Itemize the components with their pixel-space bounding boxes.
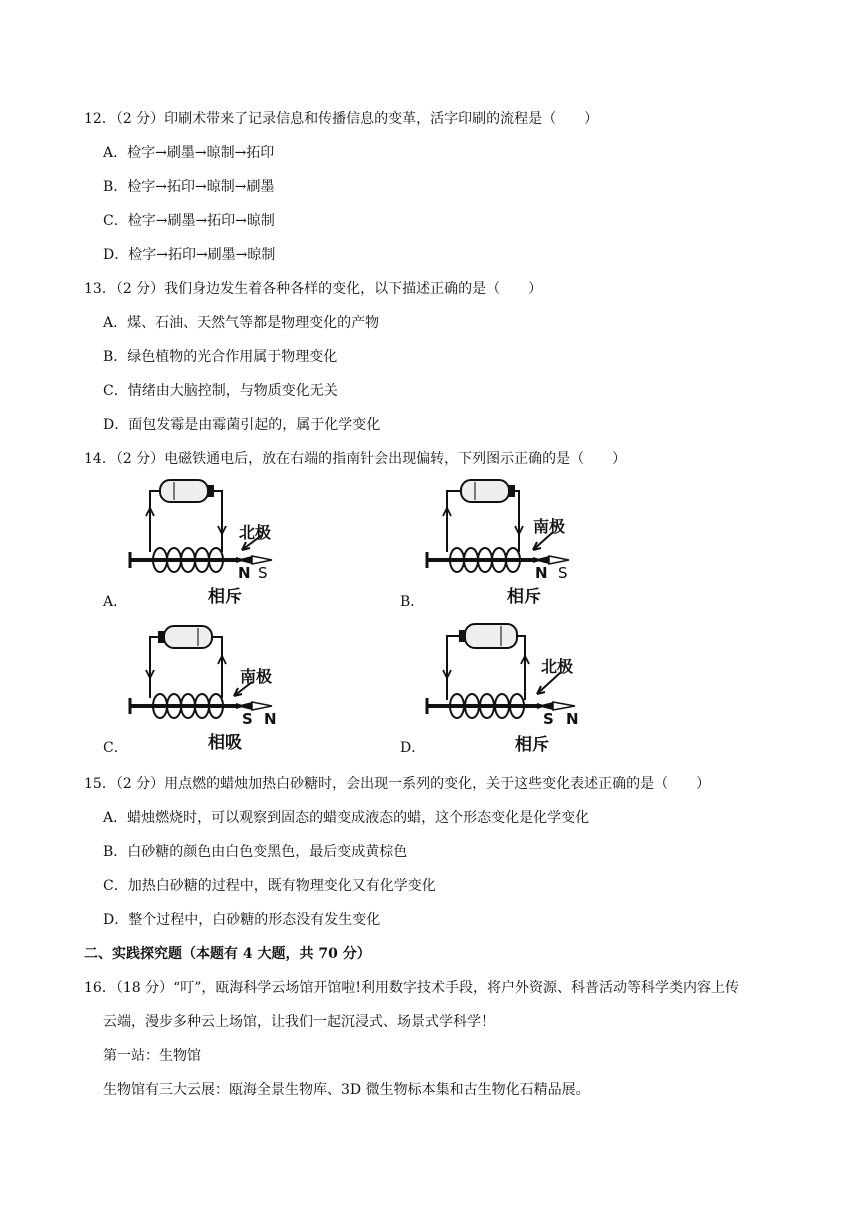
figure-d-needle-right: N bbox=[566, 710, 579, 728]
question-13-option-b[interactable]: B．绿色植物的光合作用属于物理变化 bbox=[103, 349, 338, 365]
question-13-stem: 13．（2 分）我们身边发生着各种各样的变化，以下描述正确的是（ ） bbox=[84, 281, 543, 297]
question-13-option-a[interactable]: A．煤、石油、天然气等都是物理变化的产物 bbox=[103, 315, 380, 331]
figure-c-pole-label: 南极 bbox=[240, 667, 273, 686]
figure-b-needle-right: S bbox=[558, 564, 568, 582]
figure-a-needle-right: S bbox=[258, 564, 268, 582]
figure-d-electromagnet[interactable] bbox=[421, 614, 596, 754]
question-15-option-c[interactable]: C．加热白砂糖的过程中，既有物理变化又有化学变化 bbox=[103, 878, 436, 894]
section-2-heading: 二、实践探究题（本题有 4 大题，共 70 分） bbox=[84, 946, 371, 962]
figure-b-pole-label: 南极 bbox=[533, 517, 566, 536]
figure-c-needle-right: N bbox=[264, 710, 277, 728]
question-15-option-d[interactable]: D．整个过程中，白砂糖的形态没有发生变化 bbox=[103, 912, 381, 928]
figure-b-needle-left: N bbox=[535, 564, 548, 582]
figure-d-option-label[interactable]: D． bbox=[400, 740, 426, 756]
figure-c-electromagnet[interactable] bbox=[124, 618, 294, 753]
figure-a-caption: 相斥 bbox=[208, 587, 242, 607]
question-15-stem: 15．（2 分）用点燃的蜡烛加热白砂糖时，会出现一系列的变化，关于这些变化表述正确的是（ ） bbox=[84, 776, 711, 792]
question-16-line-4: 生物馆有三大云展：瓯海全景生物库、3D 微生物标本集和古生物化石精品展。 bbox=[103, 1082, 590, 1098]
figure-b-option-label[interactable]: B． bbox=[400, 594, 425, 610]
question-15-option-a[interactable]: A．蜡烛燃烧时，可以观察到固态的蜡变成液态的蜡，这个形态变化是化学变化 bbox=[103, 810, 590, 826]
question-16-line-3: 第一站：生物馆 bbox=[103, 1048, 201, 1064]
question-13-option-d[interactable]: D．面包发霉是由霉菌引起的，属于化学变化 bbox=[103, 417, 381, 433]
question-16-line-1: 16．（18 分）“叮”，瓯海科学云场馆开馆啦!利用数字技术手段，将户外资源、科普活动等科学类内容上传 bbox=[84, 980, 740, 996]
figure-b-caption: 相斥 bbox=[507, 587, 541, 607]
figure-d-needle-left: S bbox=[543, 710, 554, 728]
figure-a-pole-label: 北极 bbox=[239, 523, 272, 542]
question-12-option-d[interactable]: D．检字→拓印→刷墨→晾制 bbox=[103, 247, 276, 263]
figure-b-electromagnet[interactable] bbox=[421, 472, 591, 607]
figure-a-needle-left: N bbox=[238, 564, 251, 582]
question-15-option-b[interactable]: B．白砂糖的颜色由白色变黑色，最后变成黄棕色 bbox=[103, 844, 408, 860]
question-12-option-b[interactable]: B．检字→拓印→晾制→刷墨 bbox=[103, 179, 275, 195]
figure-d-caption: 相斥 bbox=[515, 735, 549, 755]
figure-a-electromagnet[interactable] bbox=[124, 472, 294, 607]
question-14-stem: 14．（2 分）电磁铁通电后，放在右端的指南针会出现偏转，下列图示正确的是（ ） bbox=[84, 451, 627, 467]
question-13-option-c[interactable]: C．情绪由大脑控制，与物质变化无关 bbox=[103, 383, 338, 399]
figure-a-option-label[interactable]: A． bbox=[103, 594, 128, 610]
figure-c-option-label[interactable]: C． bbox=[103, 740, 128, 756]
question-12-stem: 12．（2 分）印刷术带来了记录信息和传播信息的变革，活字印刷的流程是（ ） bbox=[84, 111, 599, 127]
figure-d-pole-label: 北极 bbox=[541, 657, 574, 676]
question-16-line-2: 云端，漫步多种云上场馆，让我们一起沉浸式、场景式学科学！ bbox=[103, 1014, 495, 1030]
figure-c-needle-left: S bbox=[242, 710, 253, 728]
figure-c-caption: 相吸 bbox=[208, 733, 242, 753]
question-12-option-a[interactable]: A．检字→刷墨→晾制→拓印 bbox=[103, 145, 275, 161]
question-12-option-c[interactable]: C．检字→刷墨→拓印→晾制 bbox=[103, 213, 275, 229]
